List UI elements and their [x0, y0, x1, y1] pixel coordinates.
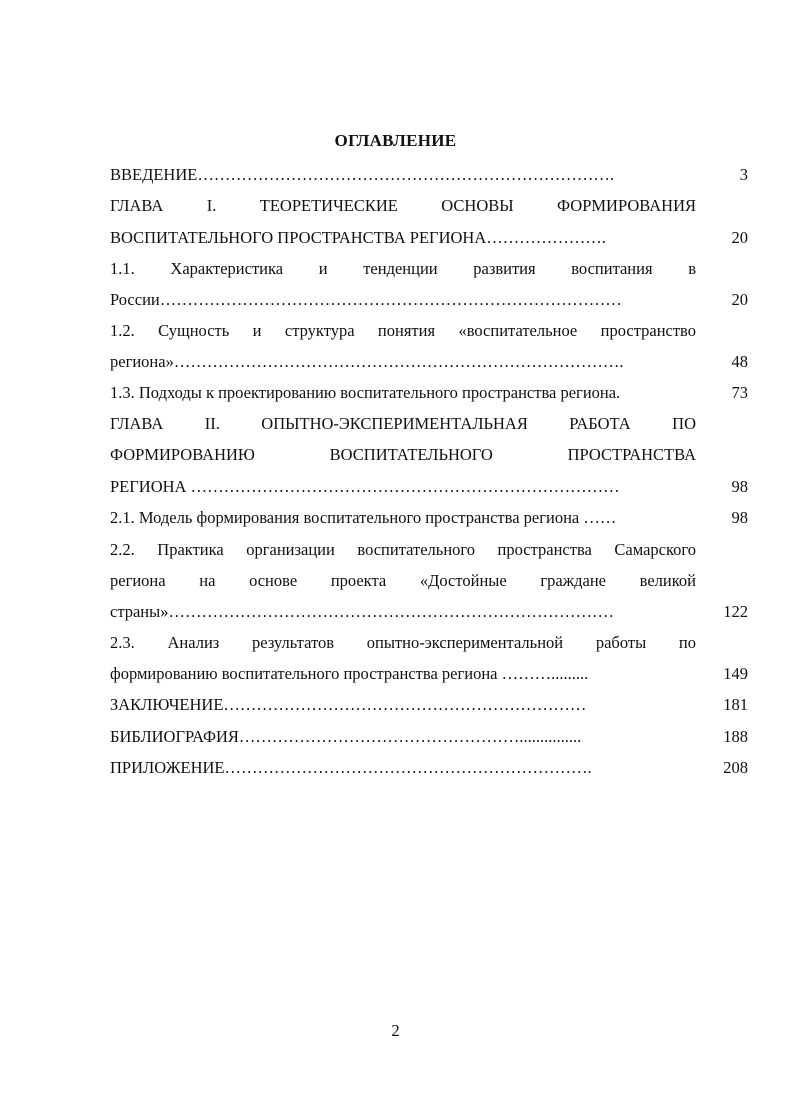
toc-line-chapter2-b: ФОРМИРОВАНИЮ ВОСПИТАТЕЛЬНОГО ПРОСТРАНСТВА	[110, 445, 696, 464]
toc-line-chapter1-b: ВОСПИТАТЕЛЬНОГО ПРОСТРАНСТВА РЕГИОНА………………….	[110, 228, 606, 247]
toc-page-1-2: 48	[731, 352, 748, 371]
toc-line-2-1: 2.1. Модель формирования воспитательного пространства региона ……	[110, 508, 617, 527]
toc-page-bibliography: 188	[723, 727, 748, 746]
page-number: 2	[391, 1021, 400, 1040]
toc-page-1-3: 73	[731, 383, 748, 402]
toc-line-2-2-c: страны»………………………………………………………………………	[110, 602, 614, 621]
toc-line-2-3-b: формированию воспитательного пространства региона ……….........	[110, 664, 589, 683]
toc-line-chapter2-c: РЕГИОНА ……………………………………………………………………	[110, 477, 620, 496]
toc-line-chapter1-a: ГЛАВА I. ТЕОРЕТИЧЕСКИЕ ОСНОВЫ ФОРМИРОВАНИЯ	[110, 196, 696, 215]
toc-page-2-3: 149	[723, 664, 748, 683]
toc-title: ОГЛАВЛЕНИЕ	[334, 131, 457, 150]
toc-line-1-2-a: 1.2. Сущность и структура понятия «воспитательное пространство	[110, 321, 696, 340]
toc-line-1-1-b: России…………………………………………………………………………	[110, 290, 622, 309]
toc-line-intro: ВВЕДЕНИЕ………………………………………………………………….	[110, 165, 614, 184]
toc-page-conclusion: 181	[723, 695, 748, 714]
toc-line-2-3-a: 2.3. Анализ результатов опытно-экспериментальной работы по	[110, 633, 696, 652]
toc-page-intro: 3	[739, 165, 748, 184]
toc-line-1-2-b: региона»……………………………………………………………………….	[110, 352, 624, 371]
toc-page-1-1: 20	[731, 290, 748, 309]
toc-line-1-1-a: 1.1. Характеристика и тенденции развития воспитания в	[110, 259, 696, 278]
toc-line-chapter2-a: ГЛАВА II. ОПЫТНО-ЭКСПЕРИМЕНТАЛЬНАЯ РАБОТА ПО	[110, 414, 696, 433]
toc-line-bibliography: БИБЛИОГРАФИЯ……………………………………………...............	[110, 727, 582, 746]
toc-line-2-2-a: 2.2. Практика организации воспитательного пространства Самарского	[110, 540, 696, 559]
toc-page-2-2: 122	[723, 602, 748, 621]
toc-page-2-1: 98	[731, 508, 748, 527]
toc-line-appendix: ПРИЛОЖЕНИЕ………………………………………………………….	[110, 758, 592, 777]
toc-page-chapter2: 98	[731, 477, 748, 496]
toc-line-2-2-b: региона на основе проекта «Достойные граждане великой	[110, 571, 696, 590]
toc-page-appendix: 208	[723, 758, 748, 777]
toc-line-1-3: 1.3. Подходы к проектированию воспитательного пространства региона.	[110, 383, 621, 402]
toc-line-conclusion: ЗАКЛЮЧЕНИЕ…………………………………………………………	[110, 695, 587, 714]
toc-page-chapter1: 20	[731, 228, 748, 247]
